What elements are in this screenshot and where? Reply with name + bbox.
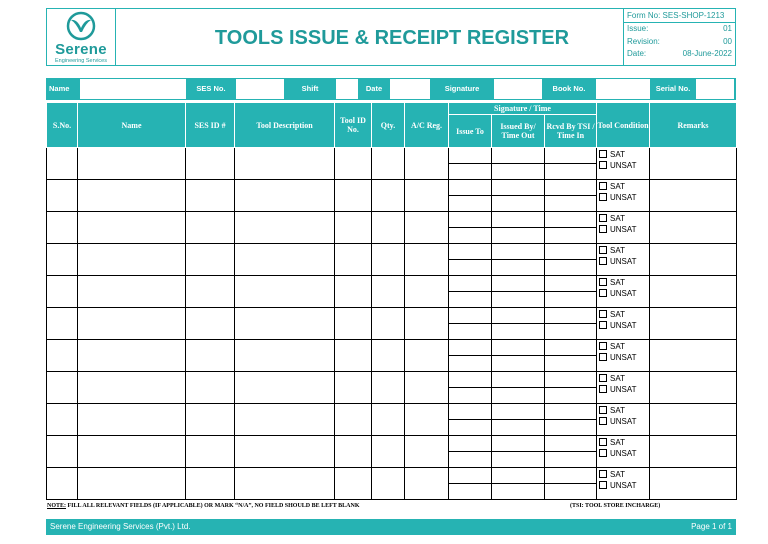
table-cell[interactable] <box>186 372 235 404</box>
date-label-field: Date <box>359 79 389 99</box>
register-rows <box>47 148 737 500</box>
sat-option[interactable] <box>599 245 649 256</box>
table-cell[interactable] <box>235 180 335 212</box>
col-rcvd-by: Rcvd By TSI / Time In <box>545 115 597 148</box>
sat-option[interactable] <box>599 469 649 480</box>
unsat-label: UNSAT <box>610 257 637 266</box>
sat-option[interactable] <box>599 309 649 320</box>
table-cell[interactable] <box>78 308 186 340</box>
revision-row <box>624 36 736 49</box>
signature-cell[interactable] <box>545 244 597 260</box>
signature-cell[interactable] <box>545 452 597 468</box>
table-row <box>47 436 737 452</box>
table-cell[interactable] <box>186 180 235 212</box>
revision-label: Revision: <box>627 36 660 46</box>
sat-label: SAT <box>610 374 625 383</box>
signature-cell[interactable] <box>545 324 597 340</box>
signature-cell[interactable] <box>545 292 597 308</box>
table-cell[interactable] <box>405 212 449 244</box>
unsat-checkbox[interactable] <box>599 481 607 489</box>
tool-condition-cell <box>597 244 650 276</box>
table-cell[interactable] <box>372 340 405 372</box>
sat-label: SAT <box>610 342 625 351</box>
col-tool-id: Tool ID No. <box>335 103 372 148</box>
table-cell[interactable] <box>186 468 235 500</box>
table-cell[interactable] <box>335 340 372 372</box>
note-label: NOTE: <box>47 503 67 509</box>
signature-cell[interactable] <box>492 404 545 420</box>
signature-field[interactable] <box>493 79 543 99</box>
table-cell[interactable] <box>405 436 449 468</box>
table-row <box>47 372 737 388</box>
table-cell[interactable] <box>186 244 235 276</box>
signature-cell[interactable] <box>449 212 492 228</box>
date-row <box>624 48 736 61</box>
signature-cell[interactable] <box>545 228 597 244</box>
table-cell[interactable] <box>372 212 405 244</box>
signature-cell[interactable] <box>449 468 492 484</box>
unsat-option[interactable] <box>599 224 649 235</box>
register-table <box>46 102 737 500</box>
sat-option[interactable] <box>599 181 649 192</box>
tool-condition-cell <box>597 180 650 212</box>
issue-value: 01 <box>723 24 732 33</box>
signature-cell[interactable] <box>545 484 597 500</box>
form-info-box <box>623 9 736 65</box>
field-bar <box>46 78 736 100</box>
ses-no-label: SES No. <box>187 79 235 99</box>
page-title: TOOLS ISSUE & RECEIPT REGISTER <box>214 27 570 49</box>
table-cell[interactable] <box>235 212 335 244</box>
unsat-checkbox[interactable] <box>599 257 607 265</box>
sat-option[interactable] <box>599 405 649 416</box>
remarks-cell[interactable] <box>650 404 737 436</box>
note-text: FILL ALL RELEVANT FIELDS (IF APPLICABLE) OR MARK “N/A”, NO FIELD SHOULD BE LEFT BLANK <box>66 503 360 509</box>
unsat-checkbox[interactable] <box>599 385 607 393</box>
book-no-label: Book No. <box>543 79 595 99</box>
signature-cell[interactable] <box>449 196 492 212</box>
signature-cell[interactable] <box>449 452 492 468</box>
sat-label: SAT <box>610 406 625 415</box>
sat-label: SAT <box>610 150 625 159</box>
sat-checkbox[interactable] <box>599 278 607 286</box>
signature-label: Signature <box>431 79 493 99</box>
unsat-checkbox[interactable] <box>599 225 607 233</box>
table-cell[interactable] <box>47 404 78 436</box>
table-cell[interactable] <box>78 436 186 468</box>
remarks-cell[interactable] <box>650 340 737 372</box>
signature-cell[interactable] <box>545 356 597 372</box>
unsat-option[interactable] <box>599 288 649 299</box>
remarks-cell[interactable] <box>650 372 737 404</box>
signature-cell[interactable] <box>492 212 545 228</box>
signature-cell[interactable] <box>492 372 545 388</box>
signature-cell[interactable] <box>492 228 545 244</box>
remarks-cell[interactable] <box>650 436 737 468</box>
signature-cell[interactable] <box>449 292 492 308</box>
logo-subtitle: Engineering Services <box>55 58 107 64</box>
signature-cell[interactable] <box>492 276 545 292</box>
unsat-checkbox[interactable] <box>599 193 607 201</box>
table-cell[interactable] <box>78 340 186 372</box>
sat-option[interactable] <box>599 277 649 288</box>
sat-checkbox[interactable] <box>599 214 607 222</box>
unsat-option[interactable] <box>599 416 649 427</box>
table-cell[interactable] <box>235 436 335 468</box>
signature-cell[interactable] <box>492 436 545 452</box>
signature-cell[interactable] <box>449 324 492 340</box>
serial-no-field[interactable] <box>695 79 735 99</box>
col-signature-time: Signature / Time <box>449 103 597 115</box>
serial-no-label: Serial No. <box>651 79 695 99</box>
table-cell[interactable] <box>47 372 78 404</box>
table-cell[interactable] <box>335 468 372 500</box>
signature-cell[interactable] <box>545 196 597 212</box>
unsat-checkbox[interactable] <box>599 449 607 457</box>
unsat-label: UNSAT <box>610 385 637 394</box>
sat-checkbox[interactable] <box>599 246 607 254</box>
table-cell[interactable] <box>78 372 186 404</box>
table-cell[interactable] <box>235 244 335 276</box>
table-row <box>47 468 737 484</box>
table-row <box>47 404 737 420</box>
signature-cell[interactable] <box>545 148 597 164</box>
tool-condition-cell <box>597 468 650 500</box>
signature-cell[interactable] <box>545 260 597 276</box>
table-cell[interactable] <box>186 148 235 180</box>
table-cell[interactable] <box>405 340 449 372</box>
unsat-option[interactable] <box>599 320 649 331</box>
table-cell[interactable] <box>235 372 335 404</box>
table-cell[interactable] <box>372 468 405 500</box>
table-cell[interactable] <box>186 308 235 340</box>
signature-cell[interactable] <box>545 340 597 356</box>
signature-cell[interactable] <box>545 276 597 292</box>
sat-option[interactable] <box>599 149 649 160</box>
unsat-option[interactable] <box>599 192 649 203</box>
sat-label: SAT <box>610 182 625 191</box>
table-cell[interactable] <box>335 276 372 308</box>
tool-condition-cell <box>597 404 650 436</box>
table-cell[interactable] <box>47 244 78 276</box>
signature-cell[interactable] <box>545 468 597 484</box>
sat-option[interactable] <box>599 373 649 384</box>
unsat-label: UNSAT <box>610 161 637 170</box>
table-cell[interactable] <box>78 276 186 308</box>
table-cell[interactable] <box>372 308 405 340</box>
tool-condition-cell <box>597 372 650 404</box>
table-row <box>47 308 737 324</box>
unsat-checkbox[interactable] <box>599 289 607 297</box>
ses-no-field[interactable] <box>235 79 285 99</box>
table-cell[interactable] <box>47 468 78 500</box>
table-cell[interactable] <box>372 180 405 212</box>
table-cell[interactable] <box>47 148 78 180</box>
sat-checkbox[interactable] <box>599 406 607 414</box>
table-cell[interactable] <box>235 340 335 372</box>
table-cell[interactable] <box>372 436 405 468</box>
table-cell[interactable] <box>335 212 372 244</box>
signature-cell[interactable] <box>449 484 492 500</box>
sat-checkbox[interactable] <box>599 374 607 382</box>
tool-condition-cell <box>597 148 650 180</box>
col-ac-reg: A/C Reg. <box>405 103 449 148</box>
table-cell[interactable] <box>405 180 449 212</box>
signature-cell[interactable] <box>449 180 492 196</box>
table-cell[interactable] <box>405 276 449 308</box>
signature-cell[interactable] <box>492 452 545 468</box>
unsat-option[interactable] <box>599 352 649 363</box>
sat-option[interactable] <box>599 437 649 448</box>
fill-note <box>47 503 360 509</box>
remarks-cell[interactable] <box>650 244 737 276</box>
table-cell[interactable] <box>78 468 186 500</box>
footer-page: Page 1 of 1 <box>691 522 732 531</box>
sat-checkbox[interactable] <box>599 438 607 446</box>
table-cell[interactable] <box>372 148 405 180</box>
table-row <box>47 276 737 292</box>
signature-cell[interactable] <box>449 276 492 292</box>
unsat-checkbox[interactable] <box>599 417 607 425</box>
table-cell[interactable] <box>78 180 186 212</box>
table-cell[interactable] <box>47 180 78 212</box>
signature-cell[interactable] <box>545 212 597 228</box>
unsat-label: UNSAT <box>610 449 637 458</box>
remarks-cell[interactable] <box>650 468 737 500</box>
table-cell[interactable] <box>235 404 335 436</box>
unsat-label: UNSAT <box>610 225 637 234</box>
unsat-label: UNSAT <box>610 417 637 426</box>
tsi-note: (TSI: TOOL STORE INCHARGE) <box>570 503 661 509</box>
unsat-label: UNSAT <box>610 353 637 362</box>
table-cell[interactable] <box>335 372 372 404</box>
signature-cell[interactable] <box>449 388 492 404</box>
signature-cell[interactable] <box>492 244 545 260</box>
table-cell[interactable] <box>372 244 405 276</box>
signature-cell[interactable] <box>545 164 597 180</box>
table-cell[interactable] <box>335 404 372 436</box>
sat-label: SAT <box>610 214 625 223</box>
tool-condition-cell <box>597 276 650 308</box>
table-cell[interactable] <box>335 436 372 468</box>
col-qty: Qty. <box>372 103 405 148</box>
unsat-option[interactable] <box>599 384 649 395</box>
signature-cell[interactable] <box>449 436 492 452</box>
table-cell[interactable] <box>78 212 186 244</box>
book-no-field[interactable] <box>595 79 651 99</box>
sat-label: SAT <box>610 310 625 319</box>
tool-condition-cell <box>597 308 650 340</box>
remarks-cell[interactable] <box>650 180 737 212</box>
table-cell[interactable] <box>405 148 449 180</box>
sat-checkbox[interactable] <box>599 150 607 158</box>
signature-cell[interactable] <box>492 356 545 372</box>
col-tool-description: Tool Description <box>235 103 335 148</box>
signature-cell[interactable] <box>492 260 545 276</box>
table-row <box>47 180 737 196</box>
date-label: Date: <box>627 49 647 58</box>
table-cell[interactable] <box>405 244 449 276</box>
date-field[interactable] <box>389 79 431 99</box>
tool-condition-cell <box>597 436 650 468</box>
table-cell[interactable] <box>405 308 449 340</box>
signature-cell[interactable] <box>545 388 597 404</box>
signature-cell[interactable] <box>449 228 492 244</box>
tool-condition-cell <box>597 212 650 244</box>
table-cell[interactable] <box>47 212 78 244</box>
unsat-label: UNSAT <box>610 193 637 202</box>
table-cell[interactable] <box>186 276 235 308</box>
col-remarks: Remarks <box>650 103 737 148</box>
signature-cell[interactable] <box>492 196 545 212</box>
footer-company: Serene Engineering Services (Pvt.) Ltd. <box>50 522 191 531</box>
table-cell[interactable] <box>186 340 235 372</box>
revision-value: 00 <box>723 36 732 46</box>
signature-cell[interactable] <box>449 164 492 180</box>
form-header <box>46 8 736 66</box>
table-cell[interactable] <box>405 372 449 404</box>
signature-cell[interactable] <box>492 484 545 500</box>
table-cell[interactable] <box>405 468 449 500</box>
signature-cell[interactable] <box>545 180 597 196</box>
unsat-checkbox[interactable] <box>599 353 607 361</box>
table-cell[interactable] <box>47 308 78 340</box>
table-cell[interactable] <box>372 372 405 404</box>
signature-cell[interactable] <box>492 292 545 308</box>
unsat-option[interactable] <box>599 448 649 459</box>
table-cell[interactable] <box>335 148 372 180</box>
signature-cell[interactable] <box>492 180 545 196</box>
table-cell[interactable] <box>186 436 235 468</box>
issue-row <box>624 23 736 36</box>
table-cell[interactable] <box>78 404 186 436</box>
remarks-cell[interactable] <box>650 308 737 340</box>
remarks-cell[interactable] <box>650 212 737 244</box>
sat-label: SAT <box>610 278 625 287</box>
signature-cell[interactable] <box>545 436 597 452</box>
shift-field[interactable] <box>335 79 359 99</box>
signature-cell[interactable] <box>449 340 492 356</box>
table-cell[interactable] <box>405 404 449 436</box>
table-cell[interactable] <box>235 308 335 340</box>
signature-cell[interactable] <box>492 468 545 484</box>
col-tool-condition: Tool Condition <box>597 103 650 148</box>
col-name: Name <box>78 103 186 148</box>
signature-cell[interactable] <box>449 308 492 324</box>
col-issue-to: Issue To <box>449 115 492 148</box>
table-cell[interactable] <box>78 148 186 180</box>
sat-checkbox[interactable] <box>599 470 607 478</box>
col-sno: S.No. <box>47 103 78 148</box>
sat-checkbox[interactable] <box>599 310 607 318</box>
signature-cell[interactable] <box>449 372 492 388</box>
col-ses-id: SES ID # <box>186 103 235 148</box>
table-cell[interactable] <box>235 276 335 308</box>
signature-cell[interactable] <box>449 148 492 164</box>
table-cell[interactable] <box>186 404 235 436</box>
date-value: 08-June-2022 <box>682 49 732 58</box>
sat-option[interactable] <box>599 341 649 352</box>
signature-cell[interactable] <box>449 404 492 420</box>
table-row <box>47 340 737 356</box>
signature-cell[interactable] <box>492 148 545 164</box>
table-cell[interactable] <box>235 148 335 180</box>
signature-cell[interactable] <box>449 420 492 436</box>
tool-condition-cell <box>597 340 650 372</box>
sat-option[interactable] <box>599 213 649 224</box>
unsat-checkbox[interactable] <box>599 161 607 169</box>
table-row <box>47 244 737 260</box>
signature-cell[interactable] <box>545 308 597 324</box>
unsat-option[interactable] <box>599 160 649 171</box>
name-label: Name <box>47 79 79 99</box>
sat-label: SAT <box>610 246 625 255</box>
table-cell[interactable] <box>47 340 78 372</box>
table-cell[interactable] <box>372 276 405 308</box>
form-number: Form No: SES-SHOP-1213 <box>624 9 736 23</box>
company-logo <box>47 9 116 65</box>
table-cell[interactable] <box>186 212 235 244</box>
remarks-cell[interactable] <box>650 148 737 180</box>
table-cell[interactable] <box>47 436 78 468</box>
issue-label: Issue: <box>627 24 649 33</box>
signature-cell[interactable] <box>545 404 597 420</box>
signature-cell[interactable] <box>545 372 597 388</box>
table-row <box>47 212 737 228</box>
signature-cell[interactable] <box>492 324 545 340</box>
unsat-checkbox[interactable] <box>599 321 607 329</box>
serene-logo-icon <box>63 11 99 41</box>
page-footer <box>46 519 736 535</box>
signature-cell[interactable] <box>449 356 492 372</box>
signature-cell[interactable] <box>492 340 545 356</box>
sat-label: SAT <box>610 438 625 447</box>
table-cell[interactable] <box>372 404 405 436</box>
signature-cell[interactable] <box>545 420 597 436</box>
table-cell[interactable] <box>335 308 372 340</box>
shift-label: Shift <box>285 79 335 99</box>
signature-cell[interactable] <box>492 388 545 404</box>
table-cell[interactable] <box>78 244 186 276</box>
unsat-label: UNSAT <box>610 481 637 490</box>
unsat-option[interactable] <box>599 480 649 491</box>
table-cell[interactable] <box>235 468 335 500</box>
table-cell[interactable] <box>335 180 372 212</box>
logo-brand: Serene <box>55 41 107 58</box>
unsat-label: UNSAT <box>610 321 637 330</box>
name-field[interactable] <box>79 79 187 99</box>
unsat-option[interactable] <box>599 256 649 267</box>
table-cell[interactable] <box>335 244 372 276</box>
table-row <box>47 148 737 164</box>
unsat-label: UNSAT <box>610 289 637 298</box>
signature-cell[interactable] <box>492 164 545 180</box>
sat-checkbox[interactable] <box>599 182 607 190</box>
sat-checkbox[interactable] <box>599 342 607 350</box>
signature-cell[interactable] <box>449 260 492 276</box>
signature-cell[interactable] <box>449 244 492 260</box>
table-cell[interactable] <box>47 276 78 308</box>
remarks-cell[interactable] <box>650 276 737 308</box>
col-issued-by: Issued By/ Time Out <box>492 115 545 148</box>
signature-cell[interactable] <box>492 308 545 324</box>
sat-label: SAT <box>610 470 625 479</box>
signature-cell[interactable] <box>492 420 545 436</box>
